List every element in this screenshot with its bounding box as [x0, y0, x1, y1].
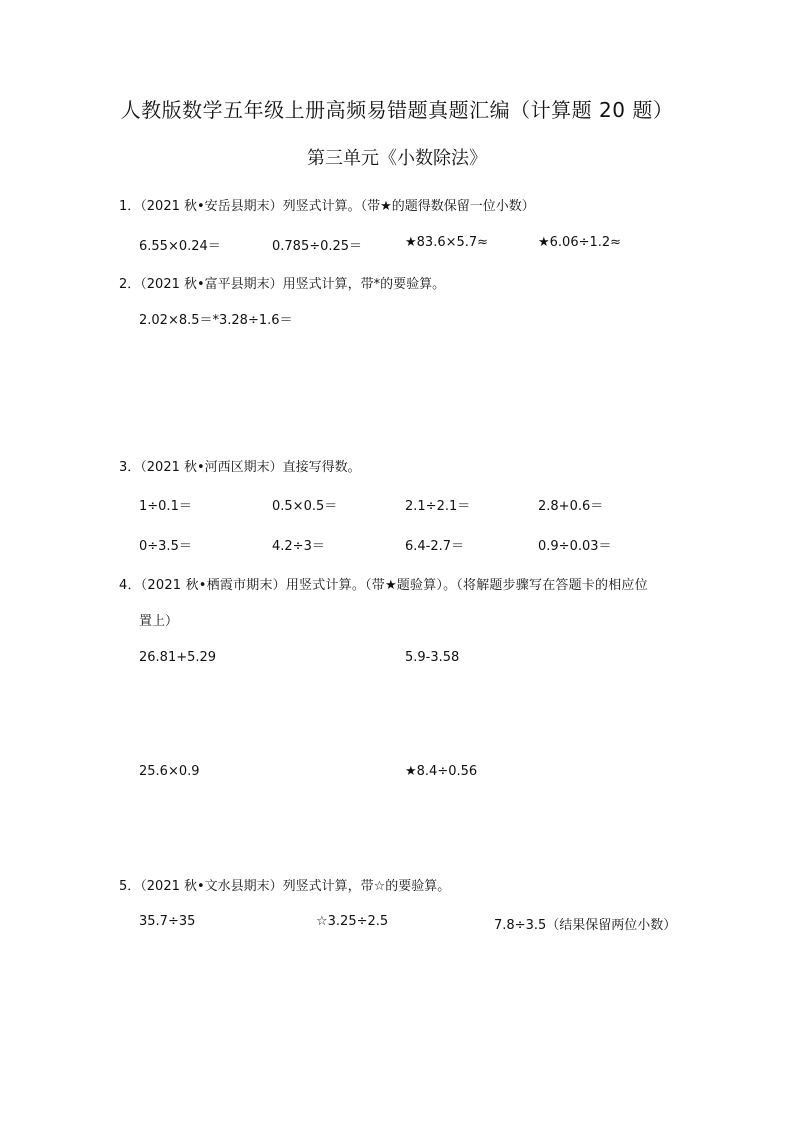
question-5-item: 35.7÷35: [139, 914, 196, 929]
question-1-header: 1．（2021 秋•安岳县期末）列竖式计算。（带★的题得数保留一位小数）: [119, 199, 535, 214]
question-2-item: 2.02×8.5＝*3.28÷1.6＝: [139, 313, 293, 328]
question-3-item: 2.8+0.6＝: [538, 499, 604, 514]
question-5-header: 5．（2021 秋•文水县期末）列竖式计算，带☆的要验算。: [119, 879, 451, 894]
unit-subtitle: 第三单元《小数除法》: [307, 148, 487, 169]
question-3-item: 0.5×0.5＝: [272, 499, 338, 514]
question-1-item: 6.55×0.24＝: [139, 239, 221, 254]
question-3-item: 2.1÷2.1＝: [405, 499, 471, 514]
question-2-header: 2．（2021 秋•富平县期末）用竖式计算，带*的要验算。: [119, 277, 446, 292]
question-1-item: ★6.06÷1.2≈: [538, 235, 622, 250]
question-4-header-continuation: 置上）: [139, 614, 179, 629]
question-4-item: 25.6×0.9: [139, 764, 200, 779]
question-4-item: 26.81+5.29: [139, 650, 217, 665]
question-3-item: 0÷3.5＝: [139, 539, 192, 554]
page-title: 人教版数学五年级上册高频易错题真题汇编（计算题 20 题）: [120, 98, 674, 122]
question-3-item: 0.9÷0.03＝: [538, 539, 612, 554]
question-4-header: 4．（2021 秋•栖霞市期末）用竖式计算。（带★题验算）。（将解题步骤写在答题卡的相应位: [119, 578, 648, 593]
question-3-header: 3．（2021 秋•河西区期末）直接写得数。: [119, 460, 361, 475]
question-3-item: 4.2÷3＝: [272, 539, 325, 554]
question-1-item: 0.785÷0.25＝: [272, 239, 363, 254]
question-1-item: ★83.6×5.7≈: [405, 235, 489, 250]
question-4-item: ★8.4÷0.56: [405, 764, 478, 779]
question-5-item: ☆3.25÷2.5: [316, 914, 389, 929]
question-3-item: 6.4-2.7＝: [405, 539, 465, 554]
question-5-item: 7.8÷3.5（结果保留两位小数）: [494, 918, 677, 933]
question-3-item: 1÷0.1＝: [139, 499, 192, 514]
question-4-item: 5.9-3.58: [405, 650, 460, 665]
